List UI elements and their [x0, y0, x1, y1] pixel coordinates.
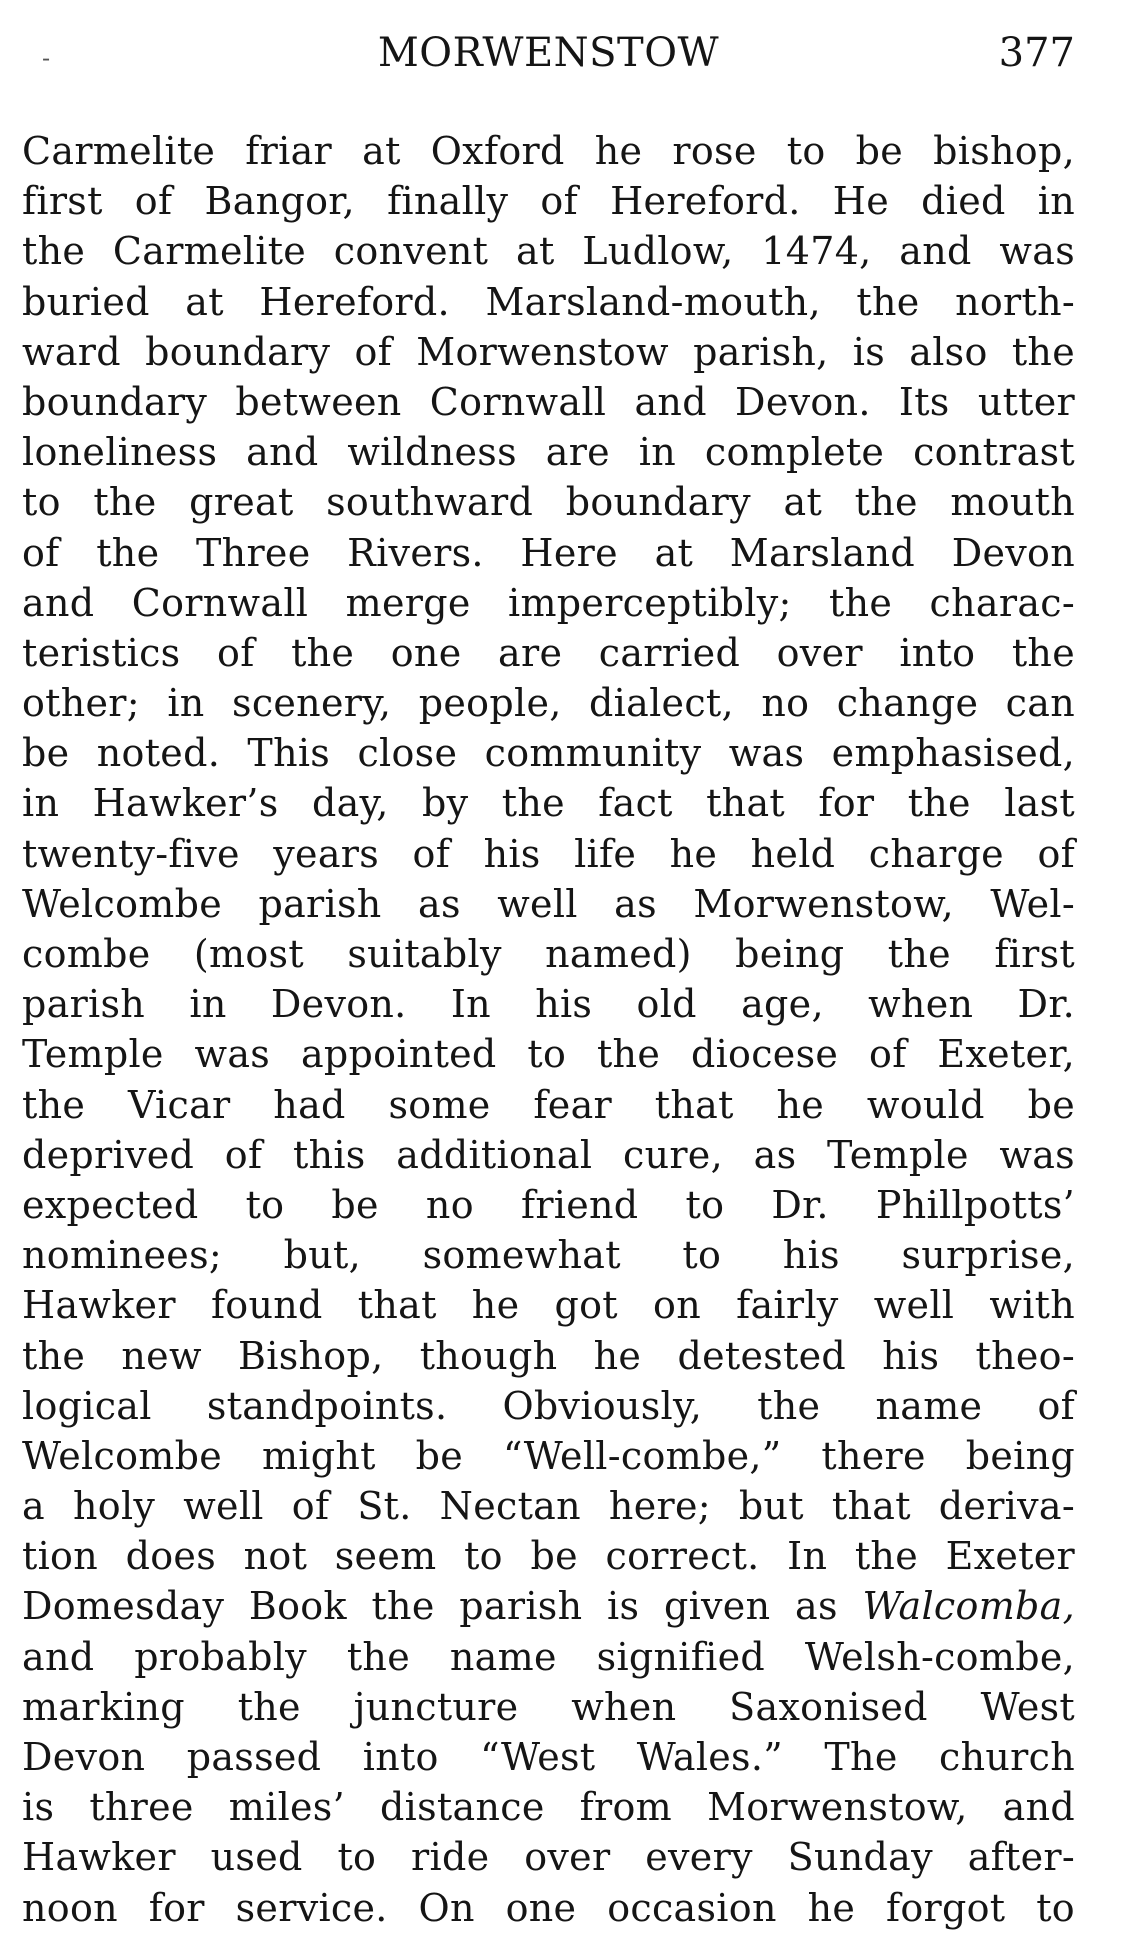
text-line: parish in Devon. In his old age, when Dr.	[22, 982, 1075, 1027]
text-line: Temple was appointed to the diocese of Exeter,	[22, 1032, 1075, 1077]
text-line: marking the juncture when Saxonised West	[22, 1684, 1075, 1729]
text-line: deprived of this additional cure, as Temple was	[22, 1132, 1075, 1177]
text-line: loneliness and wildness are in complete contrast	[22, 430, 1075, 475]
page-header	[22, 30, 1075, 90]
text-line: Hawker found that he got on fairly well with	[22, 1283, 1075, 1328]
page-number: 377	[998, 30, 1075, 76]
text-line: Carmelite friar at Oxford he rose to be bishop,	[22, 129, 1075, 173]
text-line: Devon passed into “West Wales.” The church	[22, 1735, 1075, 1779]
text-line: boundary between Cornwall and Devon. Its utter	[22, 379, 1075, 424]
text-line: Hawker used to ride over every Sunday after-	[22, 1835, 1075, 1880]
text-line: ward boundary of Morwenstow parish, is also the	[22, 329, 1075, 374]
italic-place-name: Walcomba,	[862, 1584, 1075, 1629]
text-line: first of Bangor, finally of Hereford. He died in	[22, 179, 1075, 224]
text-line: noon for service. On one occasion he forgot to	[22, 1885, 1075, 1930]
text-line-with-italic	[22, 1581, 1075, 1631]
text-line: the new Bishop, though he detested his theo-	[22, 1333, 1075, 1378]
text-line: expected to be no friend to Dr. Phillpotts’	[22, 1182, 1075, 1227]
text-line: and Cornwall merge imperceptibly; the charac-	[22, 580, 1075, 625]
text-line: and probably the name signified Welsh-combe,	[22, 1634, 1075, 1679]
text-line: tion does not seem to be correct. In the Exeter	[22, 1534, 1075, 1579]
text-line: be noted. This close community was emphasised,	[22, 731, 1075, 776]
text-line: teristics of the one are carried over into the	[22, 630, 1075, 675]
text-line: of the Three Rivers. Here at Marsland Devon	[22, 530, 1075, 575]
running-head: MORWENSTOW	[377, 30, 720, 76]
text-line: logical standpoints. Obviously, the name of	[22, 1383, 1075, 1428]
text-line: combe (most suitably named) being the first	[22, 932, 1075, 976]
text-line: nominees; but, somewhat to his surprise,	[22, 1233, 1075, 1278]
text-line: the Vicar had some fear that he would be	[22, 1082, 1075, 1127]
text-line: other; in scenery, people, dialect, no change can	[22, 681, 1075, 726]
text-line: the Carmelite convent at Ludlow, 1474, and was	[22, 229, 1075, 274]
line-text: Domesday Book the parish is given as	[22, 1584, 863, 1629]
text-line: in Hawker’s day, by the fact that for the last	[22, 781, 1075, 826]
header-mark: -	[42, 44, 51, 72]
text-line: buried at Hereford. Marsland-mouth, the north-	[22, 279, 1075, 324]
text-line: to the great southward boundary at the mouth	[22, 480, 1075, 525]
text-line: Welcombe parish as well as Morwenstow, Wel-	[22, 881, 1075, 926]
text-line: a holy well of St. Nectan here; but that deriva-	[22, 1484, 1075, 1529]
text-line: twenty-five years of his life he held charge of	[22, 831, 1075, 876]
text-line: Welcombe might be “Well-combe,” there being	[22, 1433, 1075, 1478]
text-line: is three miles’ distance from Morwenstow, and	[22, 1785, 1075, 1830]
body-text	[22, 126, 1075, 1933]
